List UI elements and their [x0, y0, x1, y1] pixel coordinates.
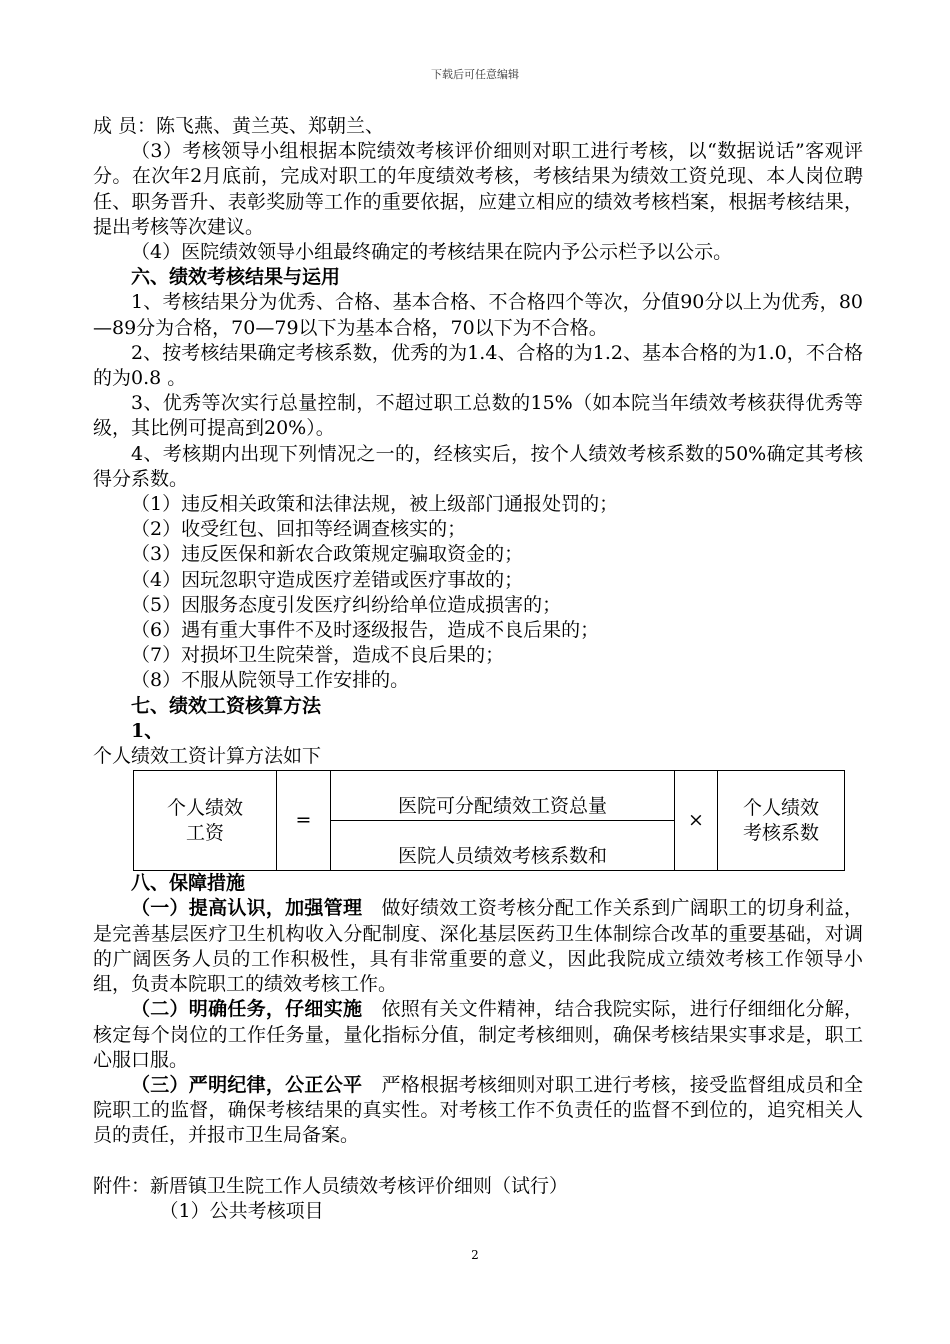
- attachment-line: 附件：新厝镇卫生院工作人员绩效考核评价细则（试行）: [93, 1174, 569, 1197]
- list-item: （6）遇有重大事件不及时逐级报告，造成不良后果的；: [131, 619, 600, 642]
- measure-1-title: （一）提高认识，加强管理: [131, 897, 363, 920]
- measure-2-title: （二）明确任务，仔细实施: [131, 998, 363, 1021]
- list-item: （2）收受红包、回扣等经调查核实的；: [131, 518, 467, 541]
- formula-intro: 个人绩效工资计算方法如下: [93, 745, 322, 768]
- result-item-3: 3、优秀等次实行总量控制，不超过职工总数的15%（如本院当年绩效考核获得优秀等级，其比例可提高到20%）。: [93, 392, 863, 440]
- section-7-heading: 七、绩效工资核算方法: [131, 694, 322, 717]
- paragraph-4: （4）医院绩效领导小组最终确定的考核结果在院内予公示栏予以公示。: [131, 241, 733, 264]
- formula-numerator: 医院可分配绩效工资总量: [331, 771, 675, 821]
- measure-1-text: 做好绩效工资考核分配工作关系到广阔职工的切身利益，是完善基层医疗卫生机构收入分配制度、深化基层医药卫生体制综合改革的重要基础，对调的广阔医务人员的工作积极性，具有非常重要的意义，因此我院成立绩效考核工作领导小组，负责本院职工的绩效考核工作。: [93, 897, 863, 996]
- formula-times: ×: [675, 771, 718, 871]
- measure-2: [93, 997, 863, 1073]
- page-header: 下载后可任意编辑: [431, 68, 519, 81]
- result-item-2: 2、按考核结果确定考核系数，优秀的为1.4、合格的为1.2、基本合格的为1.0，不合格的为0.8 。: [93, 341, 863, 390]
- section-7-subheading: 1、: [131, 719, 164, 742]
- measure-3-text: 严格根据考核细则对职工进行考核，接受监督组成员和全院职工的监督，确保考核结果的真实性。对考核工作不负责任的监督不到位的，追究相关人员的责任，并报市卫生局备案。: [93, 1073, 863, 1147]
- paragraph-3: （3）考核领导小组根据本院绩效考核评价细则对职工进行考核，以“数据说话”客观评分。在次年2月底前，完成对职工的年度绩效考核，考核结果为绩效工资兑现、本人岗位聘任、职务晋升、表彰奖励等工作的重要依据，应建立相应的绩效考核档案，根据考核结果，提出考核等次建议。: [93, 140, 863, 238]
- formula-rhs: 个人绩效 考核系数: [718, 771, 845, 871]
- measure-2-text: 依照有关文件精神，结合我院实际，进行仔细细化分解，核定每个岗位的工作任务量，量化指标分值，制定考核细则，确保考核结果实事求是，职工心服口服。: [93, 998, 863, 1071]
- result-item-4: 4、考核期内出现下列情况之一的，经核实后，按个人绩效考核系数的50%确定其考核得分系数。: [93, 442, 863, 490]
- list-item: （3）违反医保和新农合政策规定骗取资金的；: [131, 543, 524, 566]
- result-item-1: 1、考核结果分为优秀、合格、基本合格、不合格四个等次，分值90分以上为优秀，80—89分为合格，70—79以下为基本合格，70以下为不合格。: [93, 291, 863, 339]
- formula-equals: =: [277, 771, 331, 871]
- measure-1: [93, 896, 863, 997]
- section-8-heading: 八、保障措施: [131, 872, 246, 895]
- document-body: [93, 114, 863, 1224]
- list-item: （8）不服从院领导工作安排的。: [131, 669, 410, 692]
- attachment-subitem: （1）公共考核项目: [159, 1199, 324, 1222]
- formula-denominator: 医院人员绩效考核系数和: [331, 821, 675, 871]
- list-item: （7）对损坏卫生院荣誉，造成不良后果的；: [131, 644, 505, 667]
- formula-lhs: 个人绩效 工资: [134, 771, 277, 871]
- measure-3-title: （三）严明纪律，公正公平: [131, 1073, 363, 1096]
- section-6-heading: 六、绩效考核结果与运用: [131, 266, 341, 289]
- spacer: [93, 1149, 863, 1174]
- measure-3: [93, 1073, 863, 1149]
- list-item: （5）因服务态度引发医疗纠纷给单位造成损害的；: [131, 593, 562, 616]
- page-number: 2: [471, 1248, 479, 1262]
- salary-formula-table: [133, 770, 845, 871]
- list-item: （1）违反相关政策和法律法规，被上级部门通报处罚的；: [131, 493, 619, 516]
- list-item: （4）因玩忽职守造成医疗差错或医疗事故的；: [131, 568, 524, 591]
- members-line: 成 员：陈飞燕、黄兰英、郑朝兰、: [93, 115, 385, 137]
